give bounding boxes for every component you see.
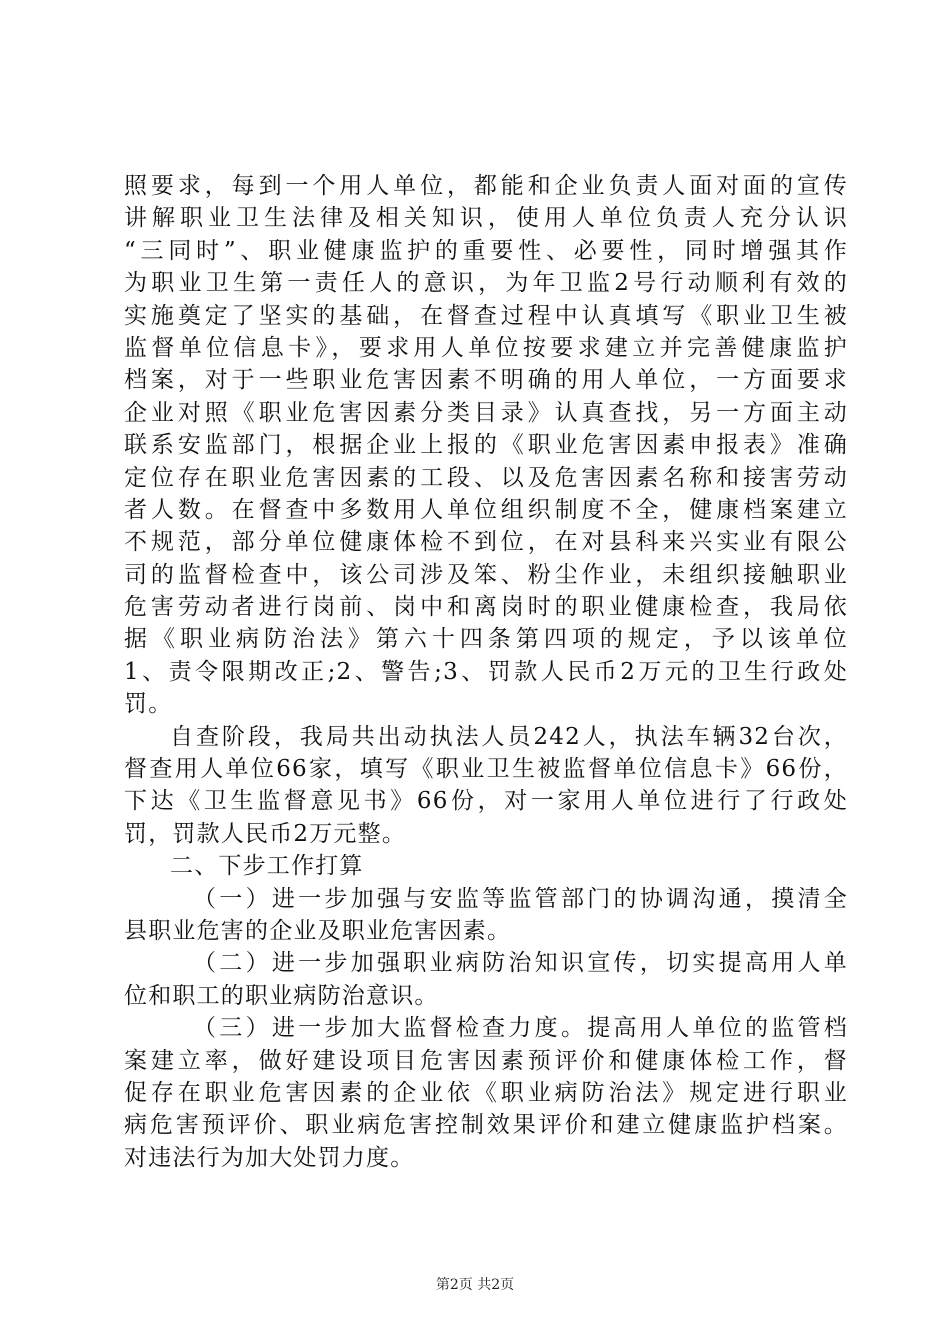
list-item-start-line: （二）进一步加强职业病防治知识宣传，切实提高用人单 bbox=[193, 950, 848, 977]
paragraph-start-line: 自查阶段，我局共出动执法人员242人，执法车辆32台次， bbox=[170, 723, 848, 750]
text-line: 讲解职业卫生法律及相关知识，使用人单位负责人充分认识 bbox=[124, 205, 848, 232]
section-heading: 二、下步工作打算 bbox=[170, 853, 364, 880]
text-line: 者人数。在督查中多数用人单位组织制度不全，健康档案建立 bbox=[124, 496, 848, 523]
text-line: 罚，罚款人民币2万元整。 bbox=[124, 820, 407, 847]
text-line: 下达《卫生监督意见书》66份，对一家用人单位进行了行政处 bbox=[124, 788, 848, 815]
text-line: 据《职业病防治法》第六十四条第四项的规定，予以该单位 bbox=[124, 626, 848, 653]
text-line: 督查用人单位66家，填写《职业卫生被监督单位信息卡》66份， bbox=[124, 756, 848, 783]
text-line: 1、责令限期改正;2、警告;3、罚款人民币2万元的卫生行政处 bbox=[124, 658, 848, 685]
text-line: 案建立率，做好建设项目危害因素预评价和健康体检工作，督 bbox=[124, 1047, 848, 1074]
text-line: 对违法行为加大处罚力度。 bbox=[124, 1144, 415, 1171]
list-item-start-line: （一）进一步加强与安监等监管部门的协调沟通，摸清全 bbox=[193, 885, 848, 912]
text-line: 位和职工的职业病防治意识。 bbox=[124, 982, 439, 1009]
text-line: 定位存在职业危害因素的工段、以及危害因素名称和接害劳动 bbox=[124, 464, 848, 491]
text-line: 促存在职业危害因素的企业依《职业病防治法》规定进行职业 bbox=[124, 1079, 848, 1106]
text-line: 不规范，部分单位健康体检不到位，在对县科来兴实业有限公 bbox=[124, 529, 848, 556]
text-line: 联系安监部门，根据企业上报的《职业危害因素申报表》准确 bbox=[124, 432, 848, 459]
text-line: 病危害预评价、职业病危害控制效果评价和建立健康监护档案。 bbox=[124, 1112, 848, 1139]
text-line: 档案，对于一些职业危害因素不明确的用人单位，一方面要求 bbox=[124, 367, 848, 394]
text-line: 实施奠定了坚实的基础，在督查过程中认真填写《职业卫生被 bbox=[124, 302, 848, 329]
text-line: 企业对照《职业危害因素分类目录》认真查找，另一方面主动 bbox=[124, 399, 848, 426]
text-line: 司的监督检查中，该公司涉及笨、粉尘作业，未组织接触职业 bbox=[124, 561, 848, 588]
text-line: “三同时”、职业健康监护的重要性、必要性，同时增强其作 bbox=[124, 237, 848, 264]
text-line: 危害劳动者进行岗前、岗中和离岗时的职业健康检查，我局依 bbox=[124, 594, 848, 621]
text-line: 监督单位信息卡》，要求用人单位按要求建立并完善健康监护 bbox=[124, 334, 848, 361]
page-number-footer: 第2页 共2页 bbox=[435, 1277, 515, 1293]
text-line: 县职业危害的企业及职业危害因素。 bbox=[124, 917, 512, 944]
body-text bbox=[124, 170, 848, 1174]
text-line: 为职业卫生第一责任人的意识，为年卫监2号行动顺利有效的 bbox=[124, 270, 848, 297]
list-item-start-line: （三）进一步加大监督检查力度。提高用人单位的监管档 bbox=[193, 1015, 848, 1042]
text-line: 罚。 bbox=[124, 691, 173, 718]
text-line: 照要求，每到一个用人单位，都能和企业负责人面对面的宣传 bbox=[124, 173, 848, 199]
